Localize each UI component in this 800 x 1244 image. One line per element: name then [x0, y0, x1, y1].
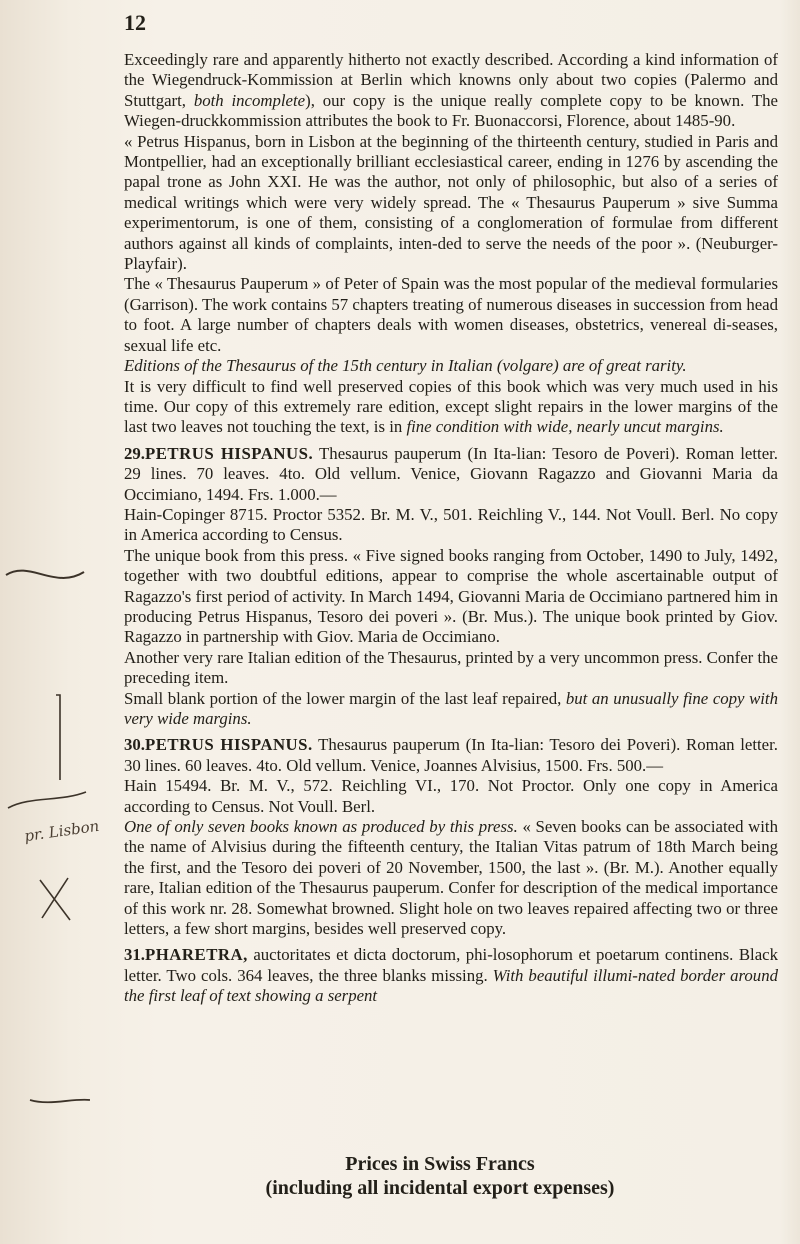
lot-29-paragraph-3: Small blank portion of the lower margin of the last leaf repaired, but an unusually fine copy with very wide margins.: [124, 688, 778, 728]
lot-29-paragraph-1: The unique book from this press. « Five signed books ranging from October, 1490 to July, 1492, together with two doubtful editions, appear to comprise the whole ascertainable output of Ragazzo's first period of activity. In March 1494, Giovanni Maria de Occimiano partnered him in producing Petrus Hispanus, Tesoro dei poveri ». (Br. Mus.). The unique book printed by Giov. Ragazzo in partnership with Giov. Maria de Occimiano.: [124, 545, 778, 647]
lot-29-heading: 29.PETRUS HISPANUS. Thesaurus pauperum (In Ita-lian: Tesoro de Poveri). Roman letter. 29 lines. 70 leaves. 4to. Old vellum. Venice, Giovann Ragazzo and Giovanni Maria da Occimiano, 1494. Frs. 1.000.—: [124, 443, 778, 504]
lot-30-heading: 30.PETRUS HISPANUS. Thesaurus pauperum (In Ita-lian: Tesoro dei Poveri). Roman letter. 30 lines. 60 leaves. 4to. Old vellum. Venice, Joannes Alvisius, 1500. Frs. 500.—: [124, 735, 778, 775]
lot-30-references: Hain 15494. Br. M. V., 572. Reichling VI., 170. Not Proctor. Only one copy in America according to Census. Not Voull. Berl.: [124, 776, 778, 816]
price-footer: [160, 1152, 720, 1200]
lot-29-paragraph-2: Another very rare Italian edition of the Thesaurus, printed by a very uncommon press. Confer the preceding item.: [124, 647, 778, 688]
lot-30-price: Frs. 500.—: [587, 755, 663, 775]
pen-mark-lot29: [6, 571, 84, 578]
intro-paragraph-1: Exceedingly rare and apparently hitherto not exactly described. According a kind information of the Wiegendruck-Kommission at Berlin which knowns only about two copies (Palermo and Stuttgart, both incomplete), our copy is the unique really complete copy to be known. The Wiegen-druckkommission attributes the book to Fr. Buonaccorsi, Florence, about 1485-90.: [124, 50, 778, 131]
intro-paragraph-4: Editions of the Thesaurus of the 15th century in Italian (volgare) are of great rarity.: [124, 356, 687, 376]
price-footer-line-1: Prices in Swiss Francs: [345, 1153, 535, 1175]
pen-mark-bracket: [56, 695, 60, 780]
pen-mark-lot30: [8, 792, 86, 808]
intro-paragraph-2: « Petrus Hispanus, born in Lisbon at the beginning of the thirteenth century, studied in Paris and Montpellier, had an exceptionally brilliant ecclesiastical career, ending in 1276 by ascending the papal trone as John XXI. He was the author, not only of philosophic, but also of a series of medical writings which were very widely spread. The « Thesaurus Pauperum » sive Summa experimentorum, is one of them, consisting of a conglomeration of formulae from different authors against all kinds of complaints, inten-ded to serve the needs of the poor ». (Neuburger-Playfair).: [124, 131, 778, 274]
catalogue-text: [88, 50, 778, 1007]
handwritten-margin-note: pr. Lisbon: [23, 816, 101, 846]
intro-paragraph-5: It is very difficult to find well preserved copies of this book which was very much used in his time. Our copy of this extremely rare edition, except slight repairs in the lower margins of the last two leaves not touching the text, is in fine condition with wide, nearly uncut margins.: [124, 376, 778, 437]
lot-29-price: Frs. 1.000.—: [247, 484, 337, 504]
intro-paragraph-3: The « Thesaurus Pauperum » of Peter of Spain was the most popular of the medieval formularies (Garrison). The work contains 57 chapters treating of numerous diseases in succession from head to foot. A large number of chapters deals with women diseases, obstetrics, venereal di-seases, sexual life etc.: [124, 274, 778, 355]
lot-29-references: Hain-Copinger 8715. Proctor 5352. Br. M. V., 501. Reichling V., 144. Not Voull. Berl. No copy in America according to Census.: [124, 504, 778, 545]
pen-mark-cross: [40, 878, 70, 920]
margin-pen-marks: [0, 0, 90, 1244]
price-footer-line-2: (including all incidental export expenses): [265, 1177, 615, 1199]
lot-30-paragraph-1: One of only seven books known as produced by this press. « Seven books can be associated with the name of Alvisius during the fifteenth century, the Italian Vitas patrum of 18th March being the first, and the Tesoro dei poveri of 20 November, 1500, the last ». (Br. M.). Another equally rare, Italian edition of the Thesaurus pauperum. Confer for description of the medical importance of this work nr. 28. Somewhat browned. Slight hole on two leaves repaired affecting two or three letters, a few short margins, besides well preserved copy.: [124, 817, 778, 939]
page-number: 12: [124, 10, 146, 35]
lot-31-heading: 31.PHARETRA, auctoritates et dicta doctorum, phi-losophorum et poetarum continens. Black letter. Two cols. 364 leaves, the three blanks missing. With beautiful illumi-nated border around the first leaf of text showing a serpent: [124, 945, 778, 1006]
pen-mark-lot31: [30, 1100, 90, 1103]
